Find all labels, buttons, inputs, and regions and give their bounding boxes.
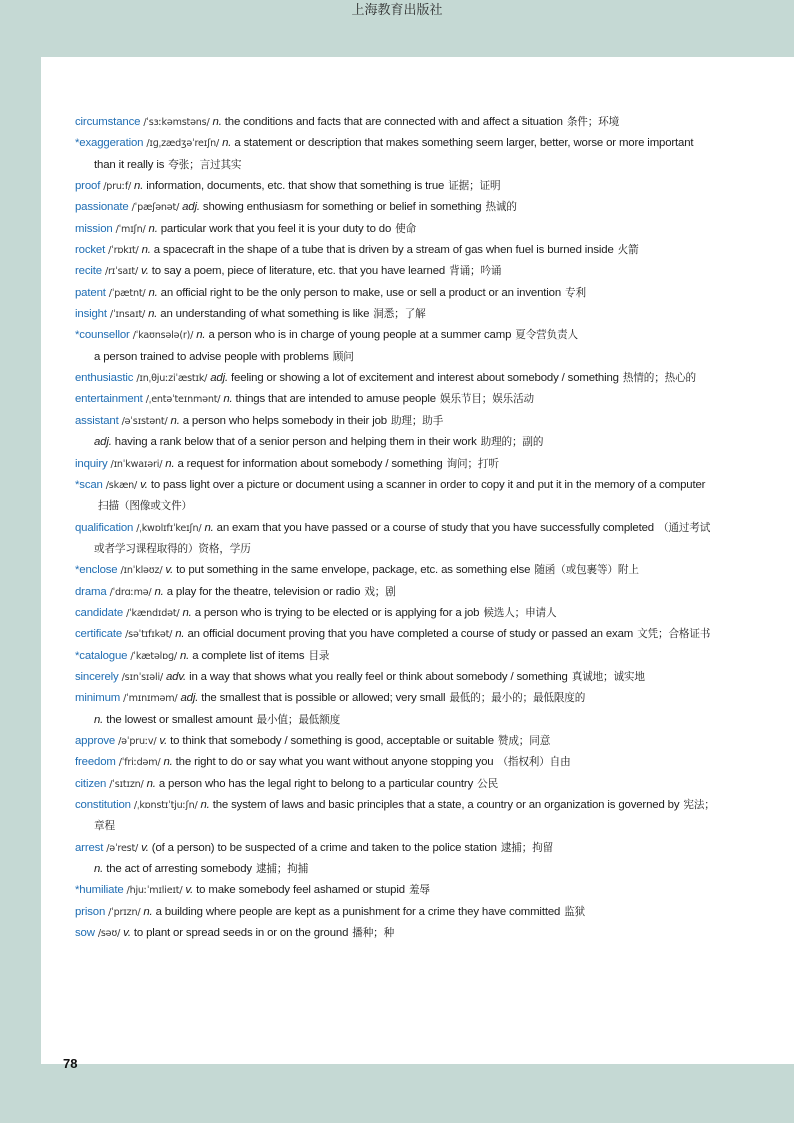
part-of-speech: v. xyxy=(140,478,148,491)
definition: a request for information about somebody / something xyxy=(177,457,443,470)
vocab-entry xyxy=(75,923,715,944)
definition: a spacecraft in the shape of a tube that is driven by a stream of gas when fuel is burned inside xyxy=(153,244,614,257)
pronunciation: /ˈmɪnɪməm/ xyxy=(123,693,178,705)
part-of-speech: n. xyxy=(222,137,232,150)
headword: *exaggeration xyxy=(75,137,144,150)
chinese-translation: 宪法；章程 xyxy=(94,799,715,833)
vocab-entry xyxy=(75,133,715,176)
vocab-entry xyxy=(75,176,715,197)
pronunciation: /ˈpætnt/ xyxy=(108,287,146,299)
vocabulary-page xyxy=(41,57,794,1064)
definition: the smallest that is possible or allowed; very small xyxy=(201,692,446,705)
chinese-translation: 最小值；最低额度 xyxy=(256,713,341,726)
headword: mission xyxy=(75,222,113,235)
pronunciation: /ˌkwɒlɪfɪˈkeɪʃn/ xyxy=(136,522,202,534)
chinese-translation: 专利 xyxy=(565,286,586,299)
pronunciation: /ɪnˈkləʊz/ xyxy=(120,565,163,577)
vocab-entry xyxy=(75,240,715,261)
chinese-translation: 戏；剧 xyxy=(364,585,396,598)
part-of-speech: adv. xyxy=(165,670,187,683)
chinese-translation: 使命 xyxy=(395,222,417,235)
part-of-speech: v. xyxy=(123,927,131,940)
part-of-speech: v. xyxy=(141,265,149,278)
pronunciation: /ˈkætəlɒɡ/ xyxy=(130,650,177,662)
headword: approve xyxy=(75,734,116,747)
part-of-speech: adj. xyxy=(180,692,199,705)
definition: an official document proving that you have completed a course of study or passed an exam xyxy=(187,628,634,641)
definition: a play for the theatre, television or radio xyxy=(166,585,361,598)
chinese-translation: 候选人；申请人 xyxy=(483,606,557,619)
chinese-translation: 赞成；同意 xyxy=(497,734,551,747)
part-of-speech: v. xyxy=(141,841,149,854)
chinese-translation: 夏令营负责人 xyxy=(515,329,578,342)
vocab-entry xyxy=(75,197,715,218)
vocab-entry xyxy=(75,731,715,752)
headword: circumstance xyxy=(75,116,141,128)
headword: *enclose xyxy=(75,564,118,577)
vocab-entry xyxy=(75,368,715,389)
pronunciation: /ˈsɜːkəmstəns/ xyxy=(143,117,210,128)
headword: inquiry xyxy=(75,457,108,470)
chinese-translation: 目录 xyxy=(308,649,330,662)
pronunciation: /ˈkaʊnsələ(r)/ xyxy=(132,330,194,342)
pronunciation: /səˈtɪfɪkət/ xyxy=(125,629,173,641)
headword: passionate xyxy=(75,201,129,214)
headword: drama xyxy=(75,585,107,598)
vocab-entry xyxy=(75,667,715,688)
vocab-sub-sense xyxy=(75,347,715,368)
part-of-speech: n. xyxy=(143,905,153,918)
chinese-translation: 背诵；吟诵 xyxy=(449,265,502,278)
headword: sincerely xyxy=(75,670,119,683)
headword: constitution xyxy=(75,799,131,811)
part-of-speech: adj. xyxy=(94,436,112,449)
pronunciation: /ˈfriːdəm/ xyxy=(118,757,161,769)
vocab-entry xyxy=(75,603,715,624)
chinese-translation: 监狱 xyxy=(564,905,586,918)
chinese-translation: 助理；助手 xyxy=(390,414,444,427)
definition: the conditions and facts that are connected with and affect a situation xyxy=(224,116,563,128)
vocab-entry xyxy=(75,838,715,859)
part-of-speech: adj. xyxy=(210,372,228,385)
part-of-speech: n. xyxy=(148,222,158,235)
vocab-entry xyxy=(75,688,715,709)
part-of-speech: n. xyxy=(170,414,180,427)
chinese-translation: 洞悉；了解 xyxy=(373,308,426,321)
chinese-translation: 逮捕；拘捕 xyxy=(255,863,309,876)
chinese-translation: 文凭；合格证书 xyxy=(637,628,711,641)
definition: to say a poem, piece of literature, etc. that you have learned xyxy=(151,265,446,278)
pronunciation: /ˈprɪzn/ xyxy=(108,906,141,918)
pronunciation: /ˈdrɑːmə/ xyxy=(109,586,152,598)
vocab-entry xyxy=(75,475,715,518)
vocab-entry xyxy=(75,795,715,838)
part-of-speech: n. xyxy=(141,244,151,257)
vocab-sub-sense xyxy=(75,710,715,731)
definition: to put something in the same envelope, package, etc. as something else xyxy=(176,564,531,577)
vocab-sub-sense xyxy=(75,859,715,880)
vocab-entry xyxy=(75,880,715,901)
definition: an exam that you have passed or a course of study that you have successfully completed xyxy=(216,521,654,534)
chinese-translation: 助理的；副的 xyxy=(480,436,544,449)
chinese-translation: 羞辱 xyxy=(408,884,430,897)
pronunciation: /ɪnˈkwaɪəri/ xyxy=(110,458,163,470)
chinese-translation: 证据；证明 xyxy=(448,180,501,193)
chinese-translation: 最低的；最小的；最低限度的 xyxy=(449,692,586,705)
part-of-speech: n. xyxy=(134,180,144,193)
definition: the act of arresting somebody xyxy=(106,863,252,876)
vocab-entry xyxy=(75,112,715,133)
chinese-translation: 顾问 xyxy=(332,350,354,363)
vocab-entry xyxy=(75,774,715,795)
definition: the lowest or smallest amount xyxy=(106,713,253,726)
part-of-speech: v. xyxy=(159,734,168,747)
chinese-translation: 公民 xyxy=(477,777,499,790)
part-of-speech: n. xyxy=(148,308,158,321)
pronunciation: /rɪˈsaɪt/ xyxy=(104,266,138,278)
definition: an understanding of what something is like xyxy=(160,308,370,321)
pronunciation: /hjuːˈmɪlieɪt/ xyxy=(126,885,183,897)
part-of-speech: n. xyxy=(212,116,222,128)
headword: assistant xyxy=(75,414,119,427)
vocab-entry xyxy=(75,646,715,667)
vocab-entry xyxy=(75,560,715,581)
headword: enthusiastic xyxy=(75,372,134,385)
chinese-translation: 热情的；热心的 xyxy=(622,372,696,385)
definition: having a rank below that of a senior person and helping them in their work xyxy=(114,436,477,449)
definition: to plant or spread seeds in or on the ground xyxy=(133,927,349,940)
part-of-speech: n. xyxy=(204,521,214,534)
publisher-header: 上海教育出版社 xyxy=(351,3,443,18)
definition: a person who is trying to be elected or is applying for a job xyxy=(194,606,480,619)
chinese-translation: 询问；打听 xyxy=(446,457,499,470)
chinese-translation: （指权利）自由 xyxy=(497,756,571,769)
pronunciation: /ˈsɪtɪzn/ xyxy=(109,778,144,790)
headword: *counsellor xyxy=(75,329,130,342)
vocab-sub-sense xyxy=(75,432,715,453)
part-of-speech: n. xyxy=(94,863,104,876)
headword: candidate xyxy=(75,606,124,619)
headword: *humiliate xyxy=(75,884,124,897)
part-of-speech: n. xyxy=(94,713,104,726)
vocab-entry xyxy=(75,902,715,923)
definition: a person who is in charge of young people at a summer camp xyxy=(208,329,512,342)
definition: a building where people are kept as a punishment for a crime they have committed xyxy=(155,905,561,918)
part-of-speech: n. xyxy=(182,606,192,619)
vocab-entry xyxy=(75,518,715,561)
definition: to think that somebody / something is good, acceptable or suitable xyxy=(170,734,494,747)
pronunciation: /ˈmɪʃn/ xyxy=(115,223,146,235)
part-of-speech: n. xyxy=(175,628,185,641)
part-of-speech: n. xyxy=(179,649,190,662)
definition: (of a person) to be suspected of a crime and taken to the police station xyxy=(151,841,497,854)
definition: the system of laws and basic principles that a state, a country or an organization is governed by xyxy=(212,799,680,811)
headword: minimum xyxy=(75,692,121,705)
headword: insight xyxy=(75,308,107,321)
definition: feeling or showing a lot of excitement and interest about somebody / something xyxy=(231,372,619,385)
vocabulary-list xyxy=(75,112,715,944)
definition: an official right to be the only person to make, use or sell a product or an invention xyxy=(160,286,562,299)
pronunciation: /sɪnˈsɪəli/ xyxy=(121,671,163,683)
vocab-entry xyxy=(75,304,715,325)
headword: entertainment xyxy=(75,393,143,406)
part-of-speech: n. xyxy=(165,457,175,470)
part-of-speech: n. xyxy=(163,756,173,769)
definition: information, documents, etc. that show that something is true xyxy=(146,180,445,193)
pronunciation: /ˈpæʃənət/ xyxy=(131,202,180,214)
pronunciation: /ˌkɒnstɪˈtjuːʃn/ xyxy=(133,800,198,811)
headword: *catalogue xyxy=(75,649,128,662)
part-of-speech: n. xyxy=(196,329,206,342)
headword: freedom xyxy=(75,756,116,769)
definition: showing enthusiasm for something or belief in something xyxy=(202,201,482,214)
definition: a person who has the legal right to belong to a particular country xyxy=(158,777,474,790)
pronunciation: /ɪnˌθjuːziˈæstɪk/ xyxy=(136,373,208,385)
chinese-translation: 逮捕；拘留 xyxy=(500,841,554,854)
headword: proof xyxy=(75,180,101,193)
vocab-entry xyxy=(75,624,715,645)
chinese-translation: 随函（或包裹等）附上 xyxy=(534,564,639,577)
vocab-entry xyxy=(75,261,715,282)
definition: a person trained to advise people with problems xyxy=(94,350,329,363)
vocab-entry xyxy=(75,752,715,773)
part-of-speech: n. xyxy=(148,286,158,299)
headword: *scan xyxy=(75,478,103,491)
part-of-speech: v. xyxy=(185,884,194,897)
definition: things that are intended to amuse people xyxy=(235,393,436,406)
vocab-entry xyxy=(75,582,715,603)
page-number: 78 xyxy=(63,1056,78,1071)
headword: qualification xyxy=(75,521,134,534)
definition: a statement or description that makes something seem larger, better, worse or more important than it really is xyxy=(94,137,694,171)
part-of-speech: adj. xyxy=(182,201,200,214)
definition: the right to do or say what you want without anyone stopping you xyxy=(175,756,494,769)
pronunciation: /əˈsɪstənt/ xyxy=(121,415,168,427)
vocab-entry xyxy=(75,283,715,304)
chinese-translation: 真诚地；诚实地 xyxy=(571,670,645,683)
part-of-speech: n. xyxy=(223,393,233,406)
chinese-translation: （通过考试或者学习课程取得的）资格，学历 xyxy=(94,521,711,555)
definition: to make somebody feel ashamed or stupid xyxy=(196,884,405,897)
pronunciation: /ˈrɒkɪt/ xyxy=(108,245,139,257)
vocab-entry xyxy=(75,411,715,432)
pronunciation: /ˈkændɪdət/ xyxy=(126,607,180,619)
chinese-translation: 扫描（图像或文件） xyxy=(98,500,192,513)
headword: prison xyxy=(75,905,106,918)
pronunciation: /pruːf/ xyxy=(103,181,132,193)
chinese-translation: 播种；种 xyxy=(352,927,395,940)
chinese-translation: 热诚的 xyxy=(485,201,517,214)
vocab-entry xyxy=(75,219,715,240)
headword: rocket xyxy=(75,244,106,257)
pronunciation: /skæn/ xyxy=(105,479,138,491)
pronunciation: /ɪɡˌzædʒəˈreɪʃn/ xyxy=(146,138,220,150)
pronunciation: /əˈpruːv/ xyxy=(118,735,157,747)
definition: in a way that shows what you really feel or think about somebody / something xyxy=(189,670,568,683)
definition: a person who helps somebody in their job xyxy=(182,414,387,427)
vocab-entry xyxy=(75,454,715,475)
headword: arrest xyxy=(75,841,104,854)
pronunciation: /əˈrest/ xyxy=(106,842,139,854)
headword: certificate xyxy=(75,628,123,641)
pronunciation: /səʊ/ xyxy=(97,928,121,940)
part-of-speech: n. xyxy=(154,585,164,598)
pronunciation: /ˌentəˈteɪnmənt/ xyxy=(145,394,221,406)
chinese-translation: 条件；环境 xyxy=(566,116,620,128)
part-of-speech: n. xyxy=(200,799,210,811)
chinese-translation: 夸张；言过其实 xyxy=(168,158,242,171)
headword: patent xyxy=(75,286,106,299)
headword: citizen xyxy=(75,777,107,790)
headword: recite xyxy=(75,265,102,278)
vocab-entry xyxy=(75,325,715,346)
definition: a complete list of items xyxy=(192,649,305,662)
vocab-entry xyxy=(75,389,715,410)
part-of-speech: n. xyxy=(146,777,156,790)
headword: sow xyxy=(75,927,95,940)
part-of-speech: v. xyxy=(165,564,174,577)
chinese-translation: 火箭 xyxy=(617,244,639,257)
definition: to pass light over a picture or document using a scanner in order to copy it and put it in the memory of a computer xyxy=(150,478,706,491)
definition: particular work that you feel it is your duty to do xyxy=(160,222,392,235)
pronunciation: /ˈɪnsaɪt/ xyxy=(109,309,146,321)
chinese-translation: 娱乐节目；娱乐活动 xyxy=(440,393,534,406)
